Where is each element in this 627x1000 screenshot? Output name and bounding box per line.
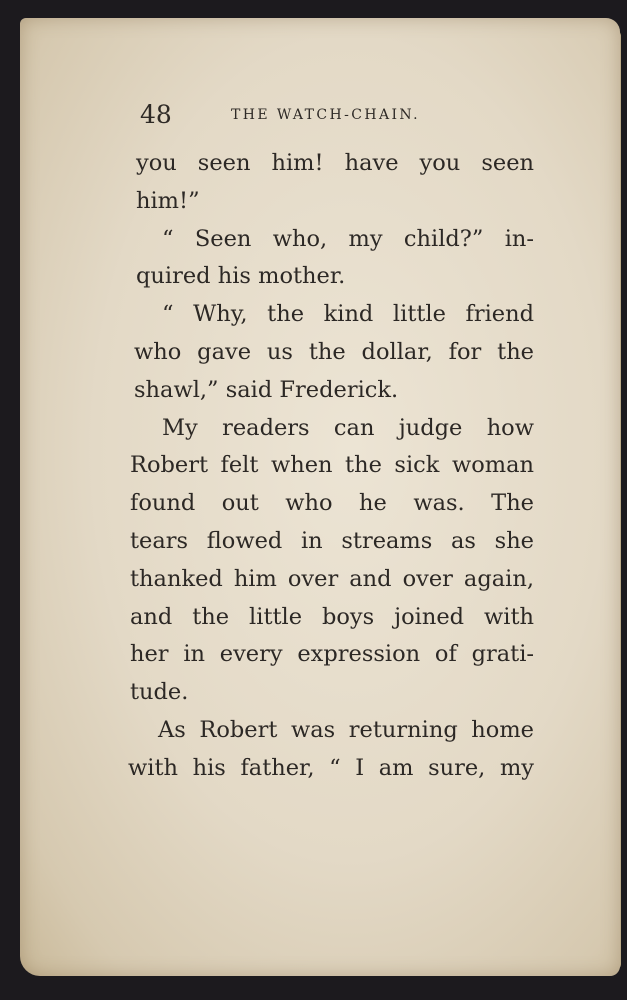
text-line: you seen him! have you seen: [136, 150, 534, 176]
running-title: THE WATCH-CHAIN.: [231, 107, 421, 123]
text-line: As Robert was returning home: [158, 716, 534, 743]
text-line: Robert felt when the sick woman: [130, 452, 534, 479]
text-line: “ Why, the kind little friend: [162, 301, 534, 328]
text-line: quired his mother.: [136, 263, 346, 290]
text-line: tears flowed in streams as she: [130, 527, 534, 554]
text-line: who gave us the dollar, for the: [134, 338, 534, 365]
text-line: “ Seen who, my child?” in-: [162, 225, 534, 252]
text-line: found out who he was. The: [130, 490, 534, 517]
text-line: shawl,” said Frederick.: [134, 376, 399, 403]
page-header: [140, 100, 460, 134]
page-body: [126, 145, 534, 788]
text-line: her in every expression of grati-: [130, 641, 534, 668]
text-line: and the little boys joined with: [130, 603, 534, 630]
text-line: My readers can judge how: [162, 414, 534, 441]
text-line: thanked him over and over again,: [130, 565, 534, 592]
page-number: 48: [140, 100, 172, 129]
text-line: with his father, “ I am sure, my: [128, 754, 534, 781]
text-line: him!”: [136, 187, 200, 214]
text-line: tude.: [130, 679, 189, 706]
